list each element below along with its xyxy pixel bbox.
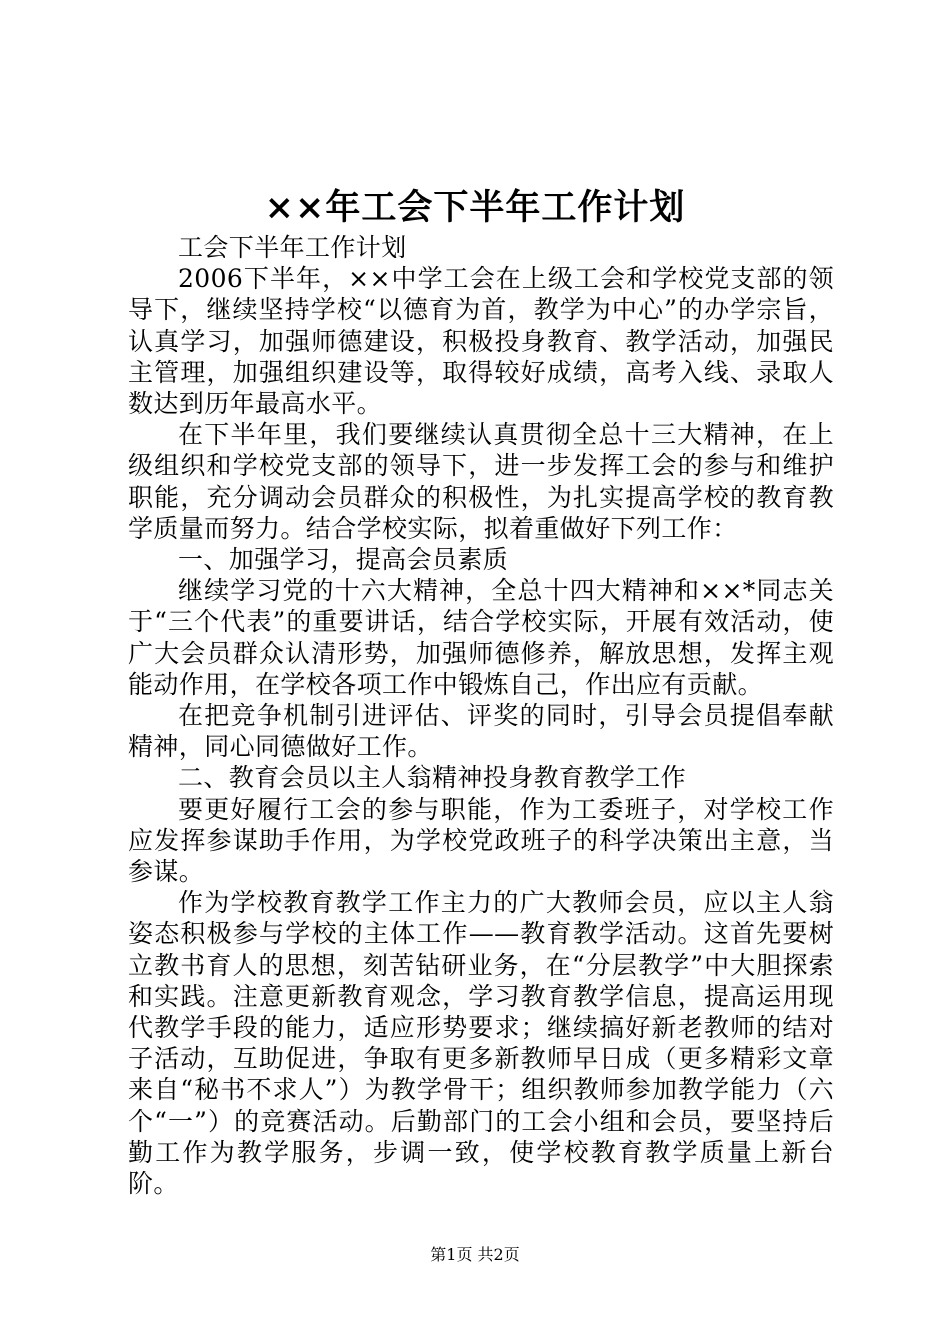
section-heading-1: 一、加强学习，提高会员素质	[178, 545, 509, 575]
paragraph-teachers: 作为学校教育教学工作主力的广大教师会员，应以主人翁姿态积极参与学校的主体工作——教育教学活动。这首先要树立教书育人的思想，刻苦钻研业务，在“分层教学”中大胆探索和实践。注意更新教育观念，学习教育教学信息，提高运用现代教学手段的能力，适应形势要求；继续搞好新老教师的结对子活动，互助促进，争取有更多新教师早日成（更多精彩文章来自“秘书不求人”）为教学骨干；组织教师参加教学能力（六个“一”）的竞赛活动。后勤部门的工会小组和会员，要坚持后勤工作为教学服务，步调一致，使学校教育教学质量上新台阶。	[128, 888, 834, 1199]
paragraph-participation: 要更好履行工会的参与职能，作为工委班子，对学校工作应发挥参谋助手作用，为学校党政班子的科学决策出主意，当参谋。	[128, 794, 834, 887]
page-number-footer: 第1页 共2页	[430, 1245, 520, 1264]
paragraph-competition: 在把竞争机制引进评估、评奖的同时，引导会员提倡奉献精神，同心同德做好工作。	[128, 701, 834, 762]
paragraph-plan: 在下半年里，我们要继续认真贯彻全总十三大精神，在上级组织和学校党支部的领导下，进一步发挥工会的参与和维护职能，充分调动会员群众的积极性，为扎实提高学校的教育教学质量而努力。结合学校实际，拟着重做好下列工作：	[128, 420, 834, 543]
paragraph-subtitle: 工会下半年工作计划	[178, 233, 407, 262]
paragraph-intro: 2006下半年，××中学工会在上级工会和学校党支部的领导下，继续坚持学校“以德育为首，教学为中心”的办学宗旨，认真学习，加强师德建设，积极投身教育、教学活动，加强民主管理，加强组织建设等，取得较好成绩，高考入线、录取人数达到历年最高水平。	[128, 264, 834, 419]
document-body	[128, 232, 834, 1199]
paragraph-study: 继续学习党的十六大精神，全总十四大精神和××*同志关于“三个代表”的重要讲话，结合学校实际，开展有效活动，使广大会员群众认清形势，加强师德修养，解放思想，发挥主观能动作用，在学校各项工作中锻炼自己，作出应有贡献。	[128, 576, 834, 699]
document-title: ××年工会下半年工作计划	[264, 187, 686, 228]
section-heading-2: 二、教育会员以主人翁精神投身教育教学工作	[178, 763, 687, 793]
